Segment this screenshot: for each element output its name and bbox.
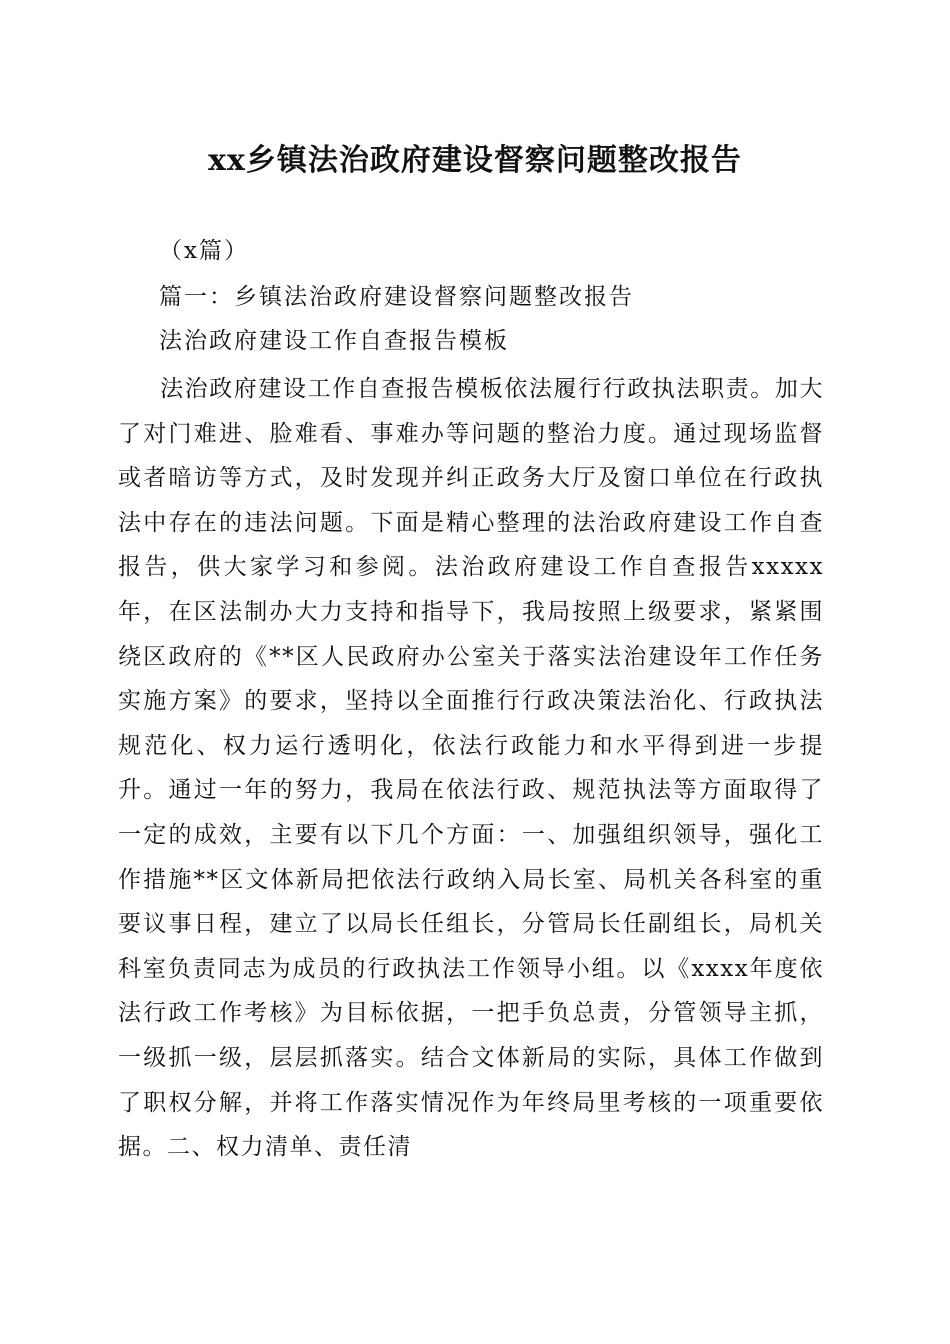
count-note: （x篇） [159,238,249,264]
body-paragraph: 法治政府建设工作自查报告模板依法履行行政执法职责。加大了对门难进、脸难看、事难办等问题的整治力度。通过现场监督或者暗访等方式，及时发现并纠正政务大厅及窗口单位在行政执法中存在的违法问题。下面是精心整理的法治政府建设工作自查报告，供大家学习和参阅。法治政府建设工作自查报告xxxxx年，在区法制办大力支持和指导下，我局按照上级要求，紧紧围绕区政府的《**区人民政府办公室关于落实法治建设年工作任务实施方案》的要求，坚持以全面推行行政决策法治化、行政执法规范化、权力运行透明化，依法行政能力和水平得到进一步提升。通过一年的努力，我局在依法行政、规范执法等方面取得了一定的成效，主要有以下几个方面：一、加强组织领导，强化工作措施**区文体新局把依法行政纳入局长室、局机关各科室的重要议事日程，建立了以局长任组长，分管局长任副组长，局机关科室负责同志为成员的行政执法工作领导小组。以《xxxx年度依法行政工作考核》为目标依据，一把手负总责，分管领导主抓，一级抓一级，层层抓落实。结合文体新局的实际，具体工作做到了职权分解，并将工作落实情况作为年终局里考核的一项重要依据。二、权力清单、责任清 [118,376,824,1161]
article-heading: 篇一：乡镇法治政府建设督察问题整改报告 [159,284,634,310]
subheading: 法治政府建设工作自查报告模板 [159,328,509,354]
document-title: xx乡镇法治政府建设督察问题整改报告 [208,143,742,178]
